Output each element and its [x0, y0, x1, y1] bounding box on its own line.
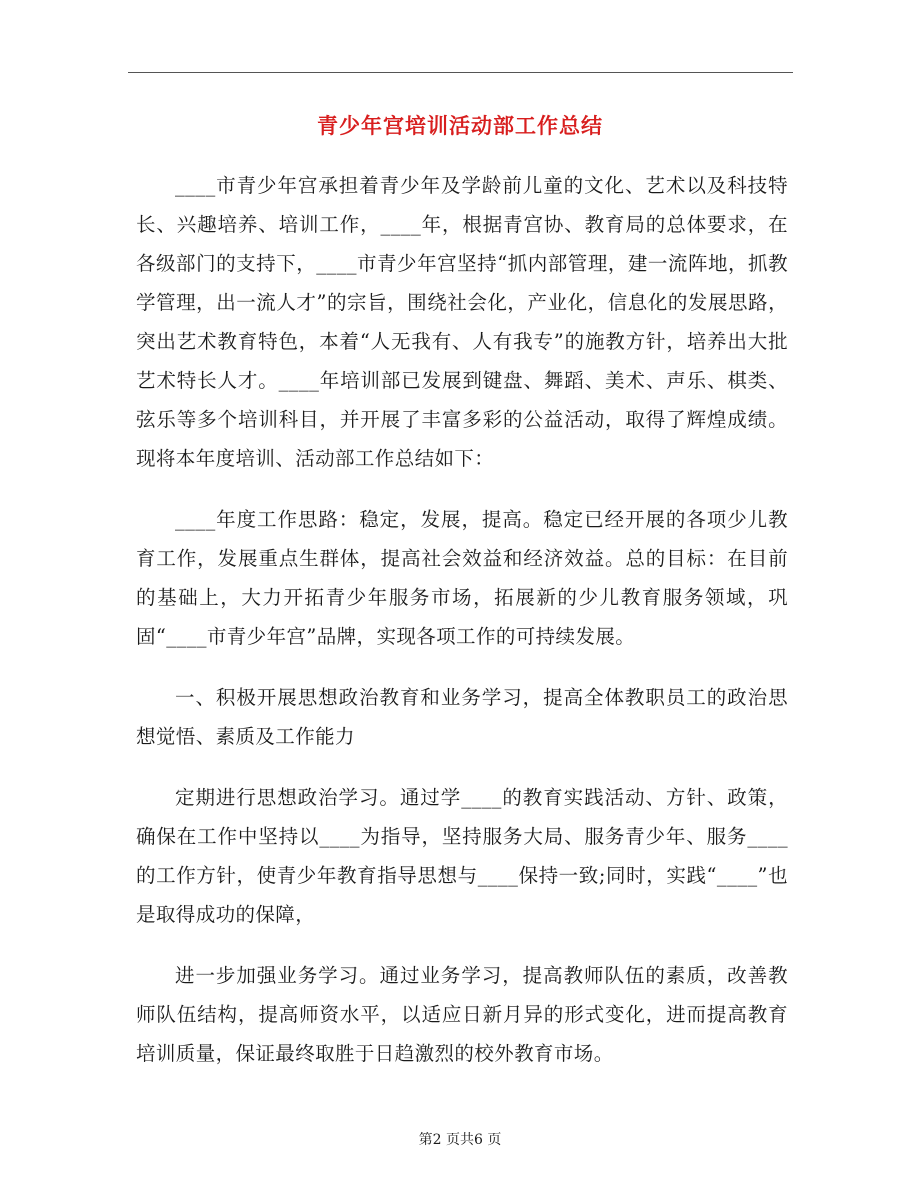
section-heading-1: 一、积极开展思想政治教育和业务学习，提高全体教职员工的政治思想觉悟、素质及工作能力 [136, 686, 788, 748]
header-rule [128, 72, 793, 73]
paragraph-business-study: 进一步加强业务学习。通过业务学习，提高教师队伍的素质，改善教师队伍结构，提高师资水平，以适应日新月异的形式变化，进而提高教育培训质量，保证最终取胜于日趋激烈的校外教育市场。 [136, 964, 788, 1065]
paragraph-work-idea: ____年度工作思路：稳定，发展，提高。稳定已经开展的各项少儿教育工作，发展重点生群体，提高社会效益和经济效益。总的目标：在目前的基础上，大力开拓青少年服务市场，拓展新的少儿教育服务领域，巩固“____市青少年宫”品牌，实现各项工作的可持续发展。 [136, 508, 788, 648]
document-body [136, 166, 788, 1095]
page-number: 第2 页共6 页 [418, 1132, 502, 1148]
paragraph-political-study: 定期进行思想政治学习。通过学____的教育实践活动、方针、政策，确保在工作中坚持以____为指导，坚持服务大局、服务青少年、服务____的工作方针，使青少年教育指导思想与____保持一致;同时，实践“____”也是取得成功的保障， [136, 786, 788, 926]
document-title: 青少年宫培训活动部工作总结 [317, 113, 603, 138]
paragraph-intro: ____市青少年宫承担着青少年及学龄前儿童的文化、艺术以及科技特长、兴趣培养、培训工作，____年，根据青宫协、教育局的总体要求，在各级部门的支持下，____市青少年宫坚持“抓内部管理，建一流阵地，抓教学管理，出一流人才”的宗旨，围绕社会化，产业化，信息化的发展思路，突出艺术教育特色，本着“人无我有、人有我专”的施教方针，培养出大批艺术特长人才。____年培训部已发展到键盘、舞蹈、美术、声乐、棋类、弦乐等多个培训科目，并开展了丰富多彩的公益活动，取得了辉煌成绩。现将本年度培训、活动部工作总结如下： [136, 174, 788, 470]
